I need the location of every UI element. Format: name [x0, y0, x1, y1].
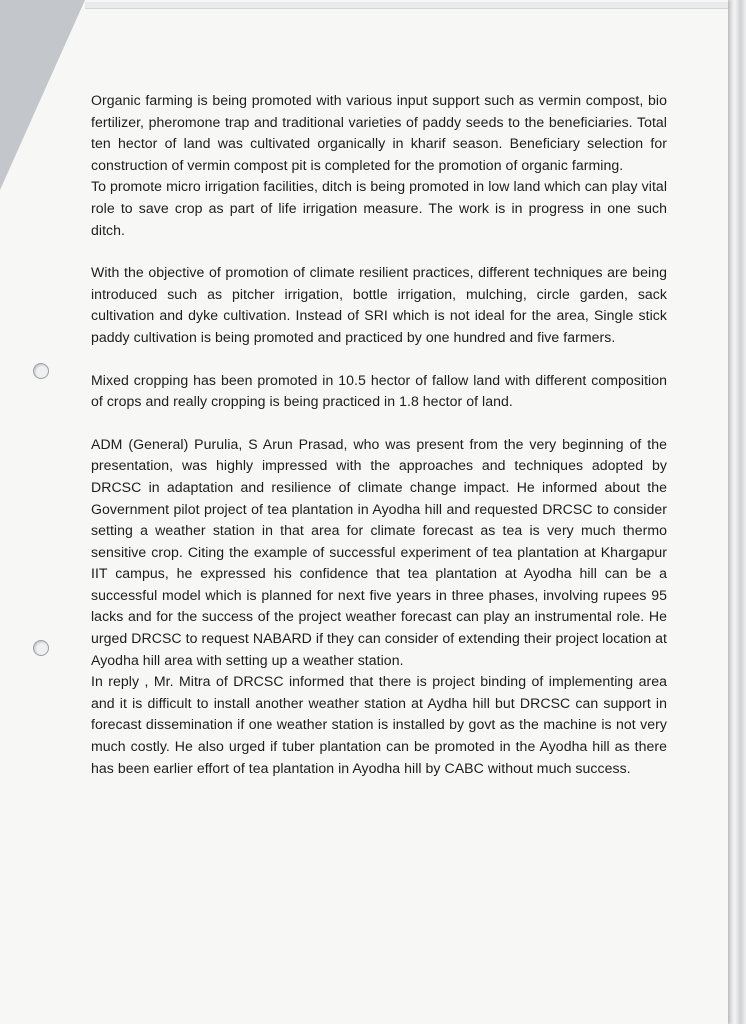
paragraph-organic-farming: Organic farming is being promoted with various input support such as vermin compost, bio fertilizer, pheromone trap and traditional varieties of paddy seeds to the beneficiaries. Total ten hector of land was cultivated organically in kharif season. Beneficiary selection for construction of vermin compost pit is completed for the promotion of organic farming.	[91, 92, 667, 173]
page-stack-edge	[727, 0, 746, 1024]
paragraph-mixed-cropping: Mixed cropping has been promoted in 10.5 hector of fallow land with different composition of crops and really cropping is being practiced in 1.8 hector of land.	[91, 371, 667, 410]
document-body	[91, 90, 667, 779]
punch-hole-icon	[33, 640, 49, 656]
page-top-edge	[85, 2, 728, 9]
punch-hole-icon	[33, 363, 49, 379]
paragraph-adm-remarks: ADM (General) Purulia, S Arun Prasad, who was present from the very beginning of the presentation, was highly impressed with the approaches and techniques adopted by DRCSC in adaptation and resilience of climate change impact. He informed about the Government pilot project of tea plantation in Ayodha hill and requested DRCSC to consider setting a weather station in that area for climate forecast as tea is very much thermo sensitive crop. Citing the example of successful experiment of tea plantation at Khargapur IIT campus, he expressed his confidence that tea plantation at Ayodha hill can be a successful model which is planned for next five years in three phases, involving rupees 95 lacks and for the success of the project weather forecast can play an instrumental role. He urged DRCSC to request NABARD if they can consider of extending their project location at Ayodha hill area with setting up a weather station.	[91, 435, 667, 668]
folded-corner	[0, 0, 85, 190]
paragraph-drcsc-reply: In reply , Mr. Mitra of DRCSC informed that there is project binding of implementing area and it is difficult to install another weather station at Aydha hill but DRCSC can support in forecast dissemination if one weather station is installed by govt as the machine is not very much costly. He also urged if tuber plantation can be promoted in the Ayodha hill as there has been earlier effort of tea plantation in Ayodha hill by CABC without much success.	[91, 673, 667, 776]
paragraph-climate-resilient: With the objective of promotion of climate resilient practices, different techniques are being introduced such as pitcher irrigation, bottle irrigation, mulching, circle garden, sack cultivation and dyke cultivation. Instead of SRI which is not ideal for the area, Single stick paddy cultivation is being promoted and practiced by one hundred and five farmers.	[91, 264, 667, 345]
paragraph-micro-irrigation: To promote micro irrigation facilities, ditch is being promoted in low land which can play vital role to save crop as part of life irrigation measure. The work is in progress in one such ditch.	[91, 178, 667, 238]
